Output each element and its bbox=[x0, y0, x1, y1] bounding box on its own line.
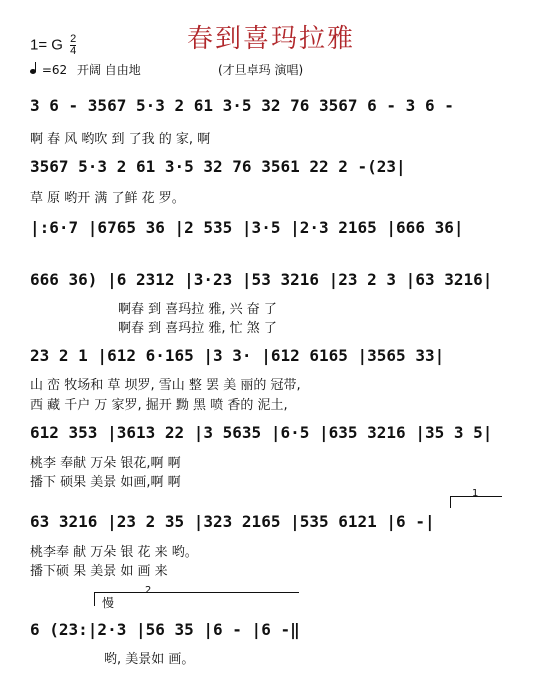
music-line-4: 666 36) |6 2312 |3·23 |53 3216 |23 2 3 |63 3216| bbox=[30, 270, 493, 289]
time-signature bbox=[70, 34, 76, 57]
tempo-marking bbox=[30, 61, 141, 78]
quarter-note-icon bbox=[30, 69, 36, 74]
page-title: 春到喜玛拉雅 bbox=[186, 24, 355, 54]
lyric-line-8: 播下 硕果 美景 如画,啊 啊 bbox=[30, 475, 181, 490]
music-line-8: 6 (23:|2·3 |56 35 |6 - |6 -‖ bbox=[30, 620, 300, 639]
volta-2-label: 2 bbox=[145, 585, 152, 596]
slow-mark: 慢 bbox=[102, 596, 115, 610]
lyric-line-10: 播下硕 果 美景 如 画 来 bbox=[30, 564, 168, 579]
tempo-text: 开阔 自由地 bbox=[76, 63, 141, 77]
lyric-line-2: 草 原 哟开 满 了鲜 花 罗。 bbox=[30, 191, 185, 206]
lyric-line-5: 山 峦 牧场和 草 坝罗, 雪山 整 罢 美 丽的 冠带, bbox=[30, 378, 301, 393]
time-signature-bottom: 4 bbox=[70, 45, 77, 57]
lyric-line-1: 啊 春 风 哟吹 到 了我 的 家, 啊 bbox=[30, 132, 211, 147]
tempo-value: =62 bbox=[41, 63, 68, 77]
lyric-line-9: 桃李奉 献 万朵 银 花 来 哟。 bbox=[30, 545, 198, 560]
music-line-2: 3567 5·3 2 61 3·5 32 76 3561 22 2 -(23| bbox=[30, 157, 406, 176]
time-signature-top: 2 bbox=[70, 33, 77, 45]
music-line-6: 612 353 |3613 22 |3 5635 |6·5 |635 3216 |35 3 5| bbox=[30, 423, 493, 442]
music-line-3: |:6·7 |6765 36 |2 535 |3·5 |2·3 2165 |666 36| bbox=[30, 218, 464, 237]
lyric-line-6: 西 藏 千户 万 家罗, 掘开 黝 黑 喷 香的 泥土, bbox=[30, 398, 288, 413]
lyric-line-3: 啊春 到 喜玛拉 雅, 兴 奋 了 bbox=[118, 302, 277, 317]
music-line-7: 63 3216 |23 2 35 |323 2165 |535 6121 |6 -| bbox=[30, 512, 435, 531]
music-line-1: 3 6 - 3567 5·3 2 61 3·5 32 76 3567 6 - 3 6 - bbox=[30, 96, 454, 115]
lyric-line-11: 哟, 美景如 画。 bbox=[104, 652, 195, 667]
lyric-line-7: 桃李 奉献 万朵 银花,啊 啊 bbox=[30, 456, 181, 471]
volta-2-left-edge bbox=[94, 592, 95, 606]
key-label: 1= G bbox=[30, 36, 63, 54]
volta-1-label: 1 bbox=[472, 488, 479, 499]
key-signature bbox=[30, 34, 76, 57]
singer-credit: (才旦卓玛 演唱) bbox=[218, 63, 304, 77]
lyric-line-4: 啊春 到 喜玛拉 雅, 忙 煞 了 bbox=[118, 321, 277, 336]
volta-1-left-edge bbox=[450, 496, 451, 508]
music-line-5: 23 2 1 |612 6·165 |3 3· |612 6165 |3565 33| bbox=[30, 346, 445, 365]
volta-2-bracket bbox=[94, 592, 299, 593]
